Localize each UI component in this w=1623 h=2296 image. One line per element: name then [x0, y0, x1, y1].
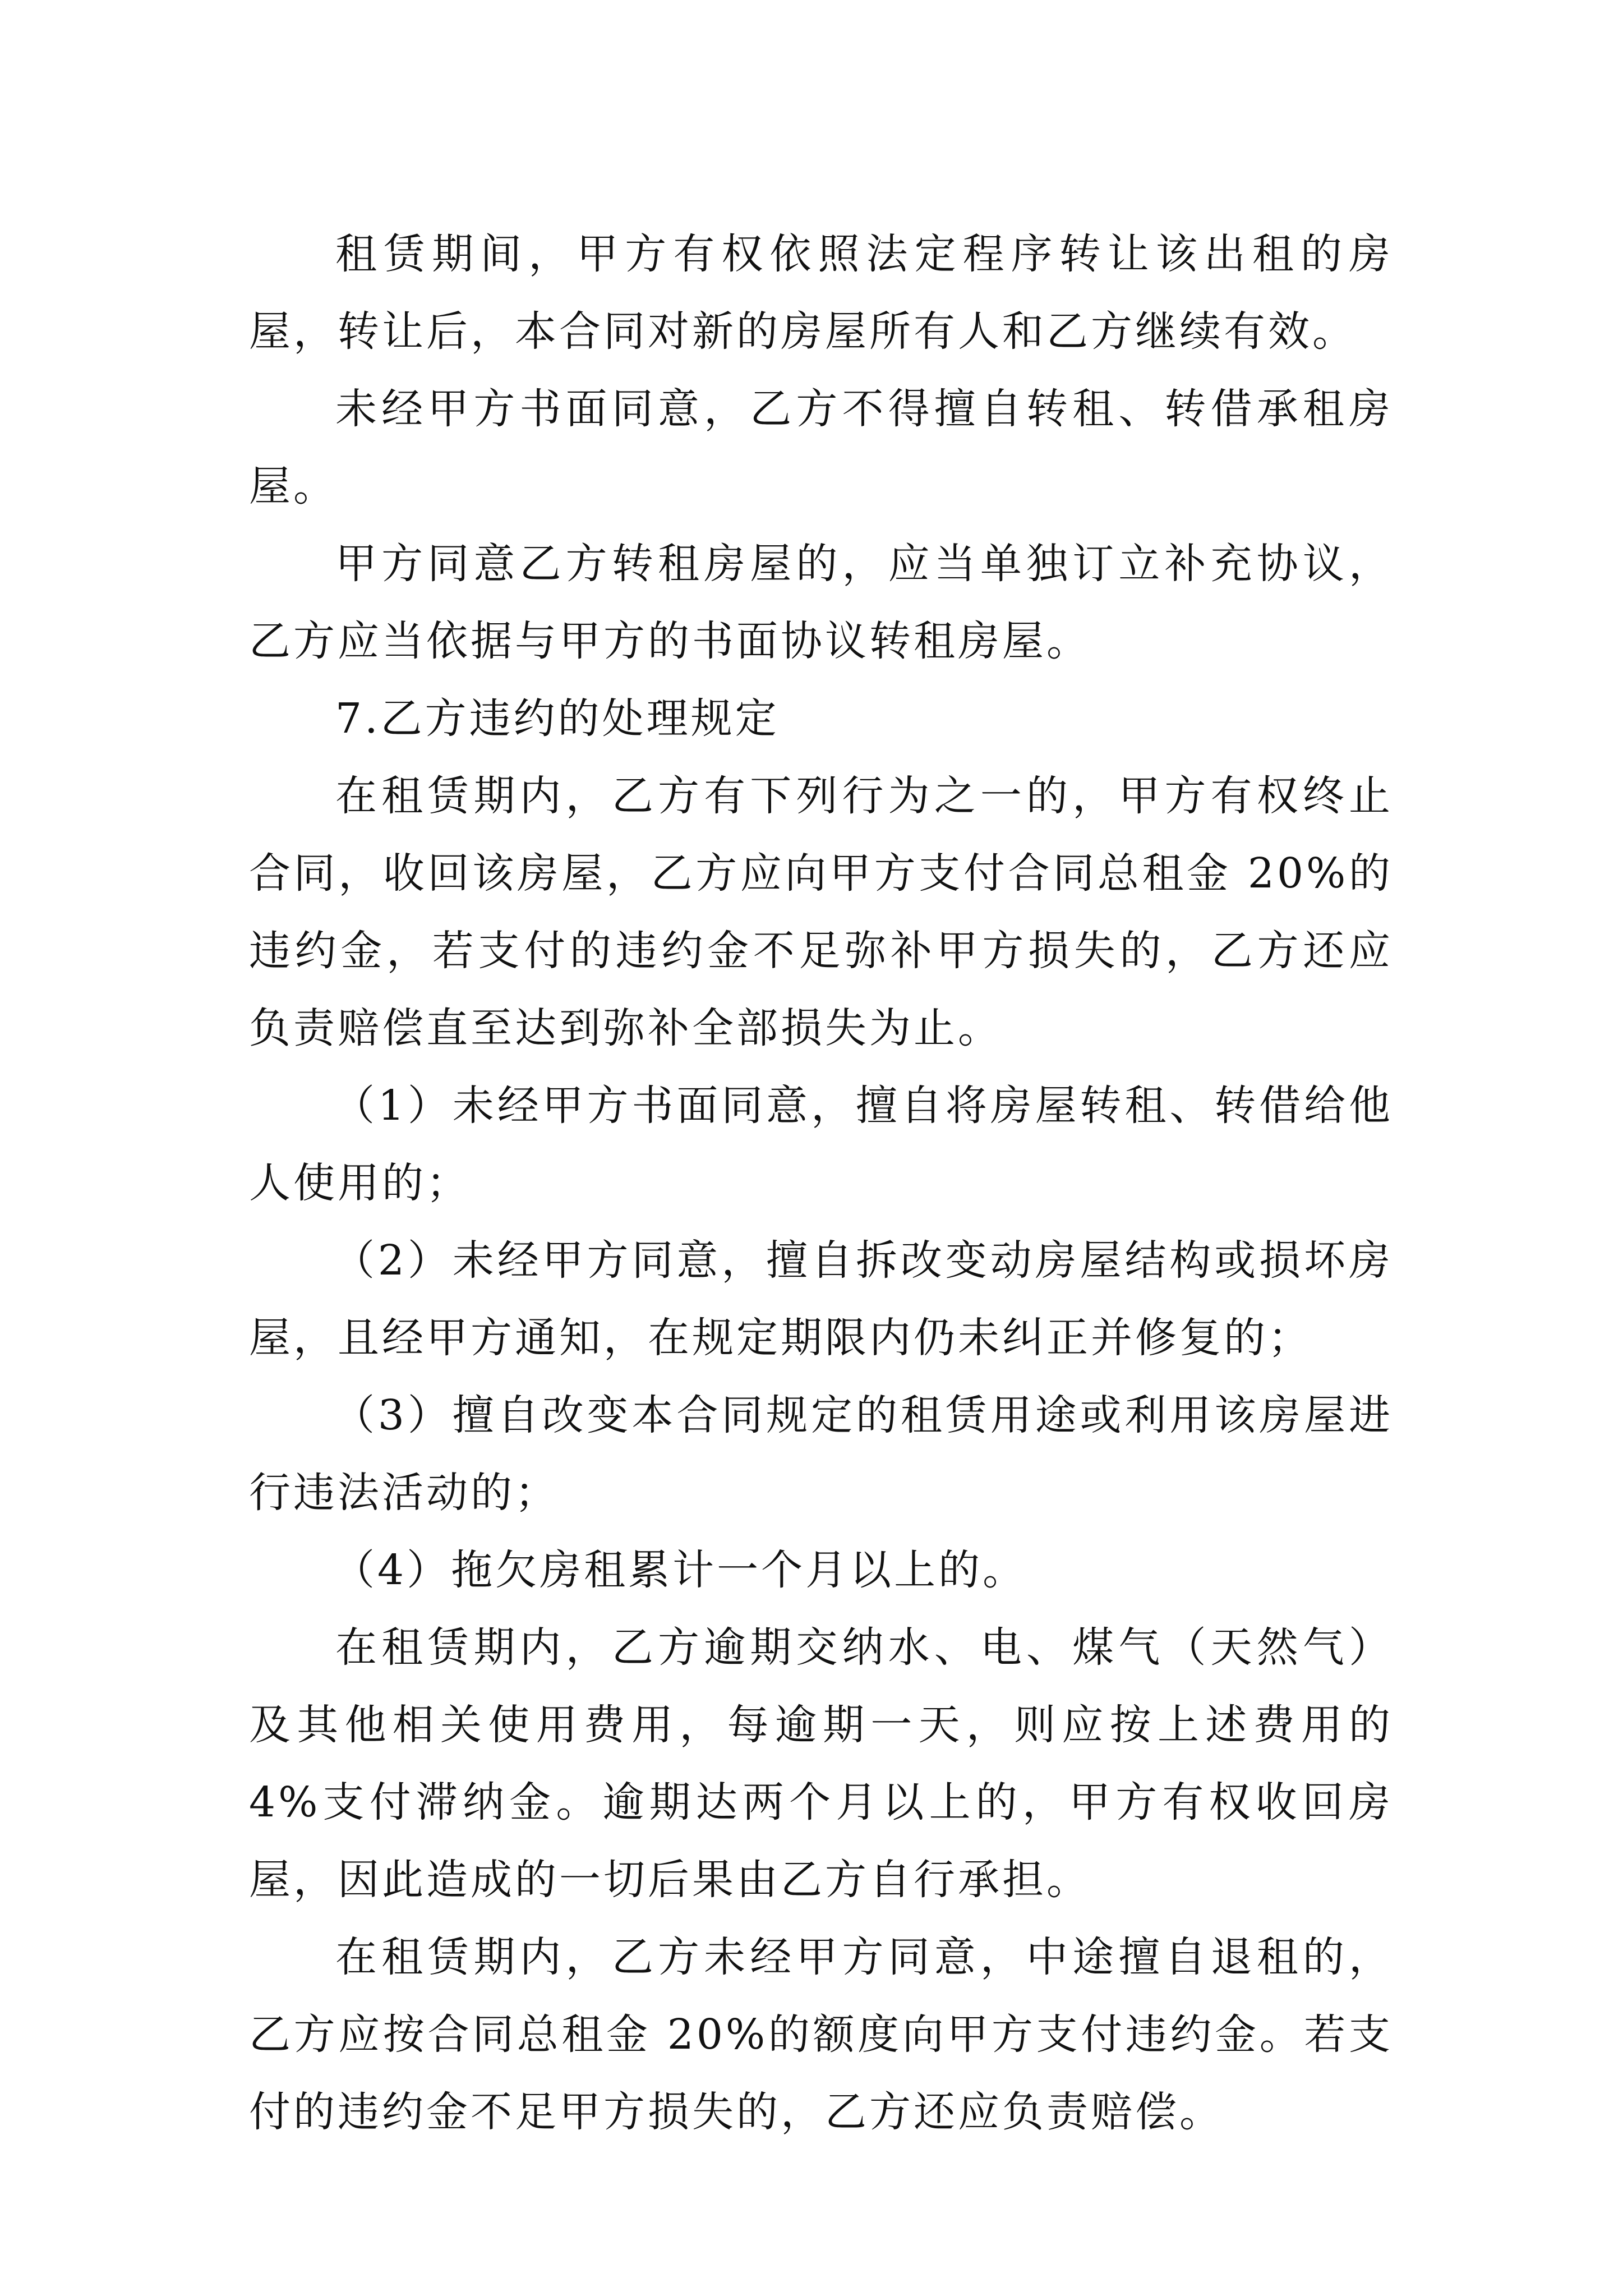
list-item: （4）拖欠房租累计一个月以上的。: [333, 1546, 1027, 1594]
paragraph-late-fees: 在租赁期内，乙方逾期交纳水、电、煤气（天然气）及其他相关使用费用，每逾期一天，则应按上述费用的 4%支付滞纳金。逾期达两个月以上的，甲方有权收回房屋，因此造成的一切后果由乙方自行承担。: [249, 1623, 1393, 1904]
paragraph-sublease-agreement: 甲方同意乙方转租房屋的，应当单独订立补充协议，乙方应当依据与甲方的书面协议转租房屋。: [249, 540, 1393, 665]
paragraph-breach-terms: 在租赁期内，乙方有下列行为之一的，甲方有权终止合同，收回该房屋，乙方应向甲方支付合同总租金 20%的违约金，若支付的违约金不足弥补甲方损失的，乙方还应负责赔偿直至达到弥补全部损失为止。: [249, 772, 1393, 1052]
paragraph-no-sublease: 未经甲方书面同意，乙方不得擅自转租、转借承租房屋。: [249, 385, 1393, 510]
document-body: [249, 215, 1393, 2151]
paragraph-transfer-rights: 租赁期间，甲方有权依照法定程序转让该出租的房屋，转让后，本合同对新的房屋所有人和乙方继续有效。: [249, 230, 1393, 356]
list-item: （2）未经甲方同意，擅自拆改变动房屋结构或损坏房屋，且经甲方通知，在规定期限内仍未纠正并修复的；: [249, 1236, 1393, 1362]
list-item: （1）未经甲方书面同意，擅自将房屋转租、转借给他人使用的；: [249, 1082, 1393, 1207]
section-heading: 7.乙方违约的处理规定: [335, 694, 780, 743]
paragraph-early-termination: 在租赁期内，乙方未经甲方同意，中途擅自退租的，乙方应按合同总租金 20%的额度向甲方支付违约金。若支付的违约金不足甲方损失的，乙方还应负责赔偿。: [249, 1933, 1393, 2136]
list-item: （3）擅自改变本合同规定的租赁用途或利用该房屋进行违法活动的；: [249, 1391, 1393, 1517]
